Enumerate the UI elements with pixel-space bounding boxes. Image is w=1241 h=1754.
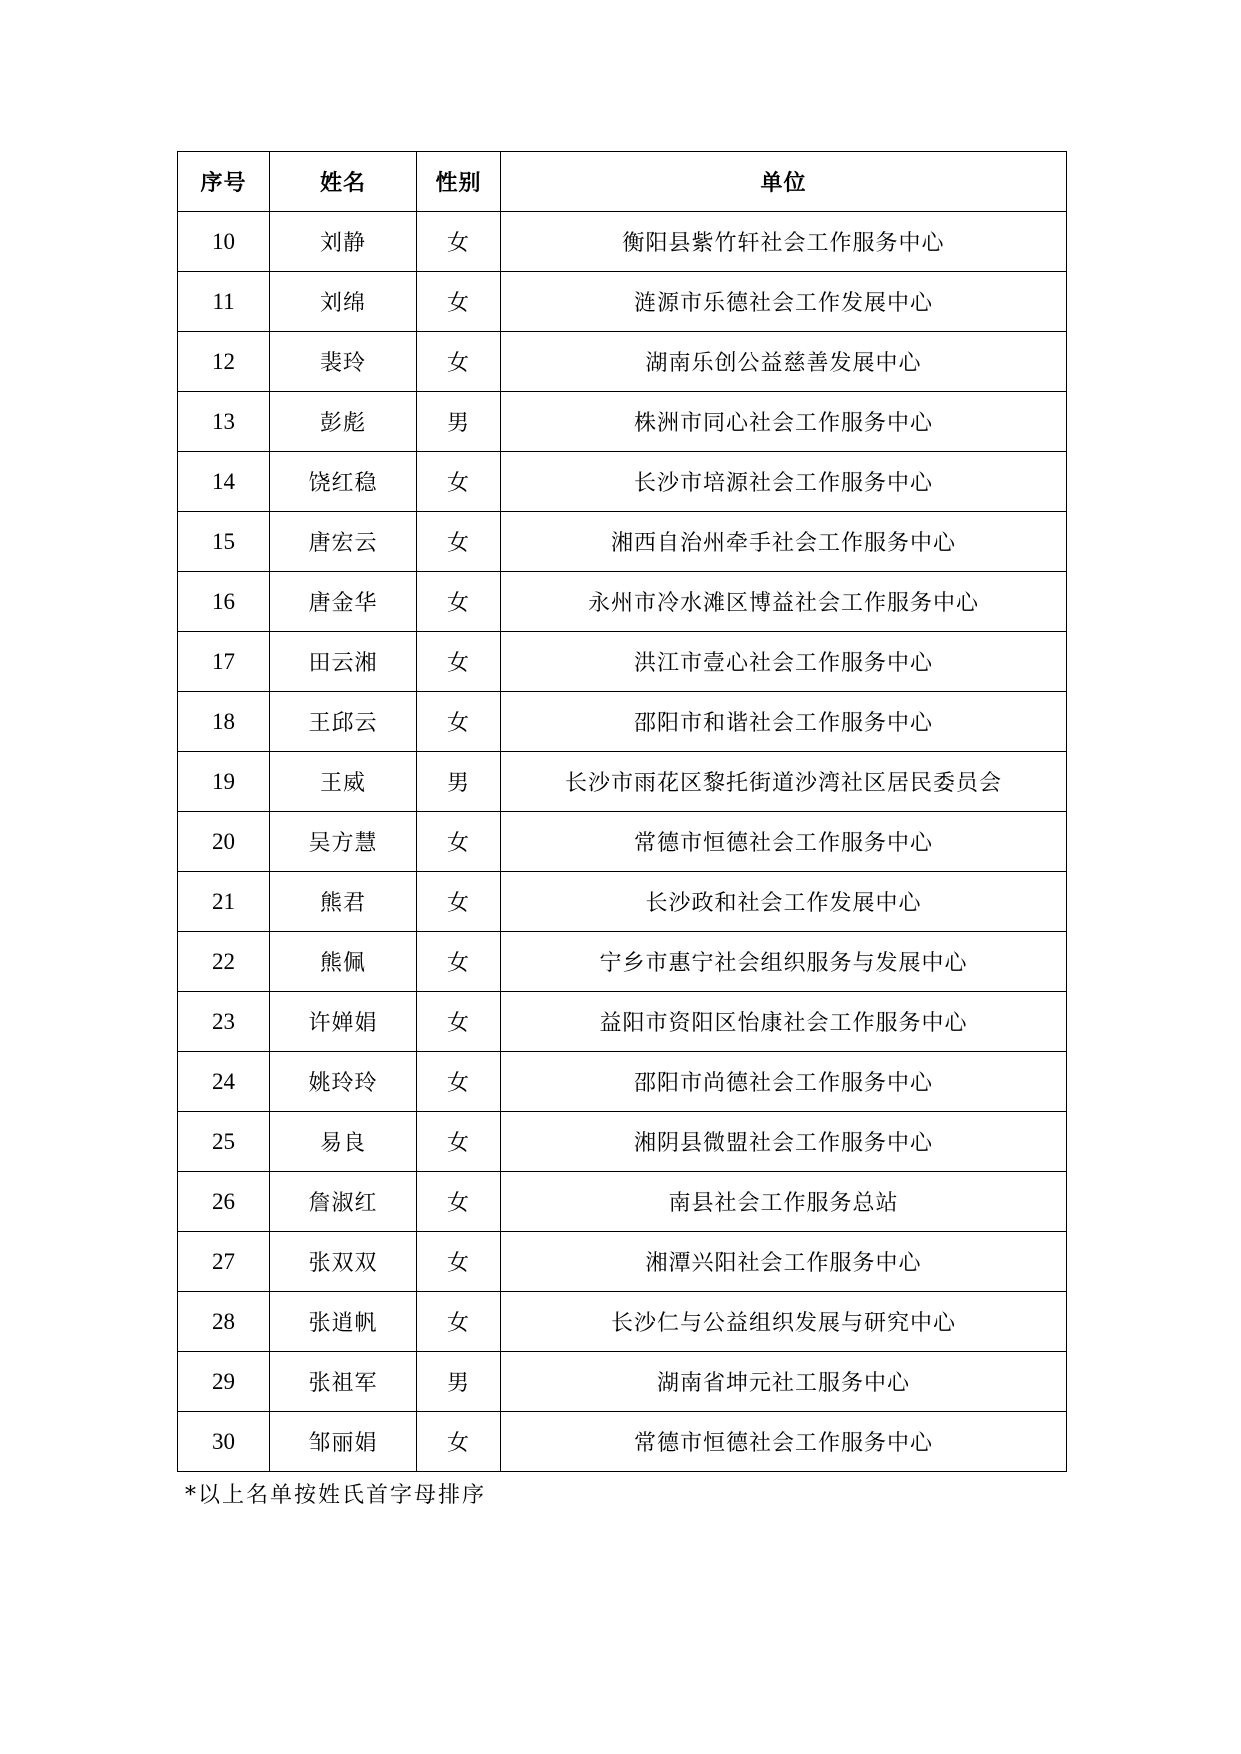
table-row xyxy=(178,752,1067,812)
cell-gender: 女 xyxy=(417,1052,501,1112)
cell-name: 饶红稳 xyxy=(270,452,417,512)
cell-no: 21 xyxy=(178,872,270,932)
table-row xyxy=(178,272,1067,332)
table-row xyxy=(178,1352,1067,1412)
cell-unit: 邵阳市和谐社会工作服务中心 xyxy=(501,692,1067,752)
cell-gender: 女 xyxy=(417,272,501,332)
cell-no: 18 xyxy=(178,692,270,752)
cell-unit: 长沙政和社会工作发展中心 xyxy=(501,872,1067,932)
cell-gender: 女 xyxy=(417,632,501,692)
cell-name: 吴方慧 xyxy=(270,812,417,872)
table-row xyxy=(178,512,1067,572)
table-header-row xyxy=(178,152,1067,212)
header-name: 姓名 xyxy=(270,152,417,212)
cell-no: 19 xyxy=(178,752,270,812)
table-row xyxy=(178,1172,1067,1232)
cell-name: 裴玲 xyxy=(270,332,417,392)
cell-name: 王威 xyxy=(270,752,417,812)
cell-unit: 洪江市壹心社会工作服务中心 xyxy=(501,632,1067,692)
table-row xyxy=(178,992,1067,1052)
table-row xyxy=(178,1232,1067,1292)
cell-unit: 长沙市雨花区黎托街道沙湾社区居民委员会 xyxy=(501,752,1067,812)
table-row xyxy=(178,932,1067,992)
table-row xyxy=(178,1292,1067,1352)
table-row xyxy=(178,1412,1067,1472)
cell-no: 12 xyxy=(178,332,270,392)
cell-no: 26 xyxy=(178,1172,270,1232)
cell-gender: 女 xyxy=(417,212,501,272)
cell-name: 田云湘 xyxy=(270,632,417,692)
footnote: *以上名单按姓氏首字母排序 xyxy=(185,1483,487,1508)
cell-no: 28 xyxy=(178,1292,270,1352)
cell-gender: 男 xyxy=(417,1352,501,1412)
cell-unit: 长沙市培源社会工作服务中心 xyxy=(501,452,1067,512)
cell-unit: 长沙仁与公益组织发展与研究中心 xyxy=(501,1292,1067,1352)
cell-unit: 邵阳市尚德社会工作服务中心 xyxy=(501,1052,1067,1112)
cell-no: 23 xyxy=(178,992,270,1052)
cell-gender: 女 xyxy=(417,1292,501,1352)
cell-unit: 涟源市乐德社会工作发展中心 xyxy=(501,272,1067,332)
cell-name: 易良 xyxy=(270,1112,417,1172)
cell-unit: 益阳市资阳区怡康社会工作服务中心 xyxy=(501,992,1067,1052)
cell-name: 张逍帆 xyxy=(270,1292,417,1352)
cell-unit: 湖南乐创公益慈善发展中心 xyxy=(501,332,1067,392)
cell-gender: 女 xyxy=(417,692,501,752)
cell-no: 27 xyxy=(178,1232,270,1292)
table-row xyxy=(178,812,1067,872)
table-row xyxy=(178,632,1067,692)
table-body xyxy=(178,212,1067,1472)
cell-gender: 女 xyxy=(417,1232,501,1292)
cell-name: 唐金华 xyxy=(270,572,417,632)
cell-no: 14 xyxy=(178,452,270,512)
cell-unit: 南县社会工作服务总站 xyxy=(501,1172,1067,1232)
cell-gender: 男 xyxy=(417,752,501,812)
cell-no: 20 xyxy=(178,812,270,872)
roster-table xyxy=(177,151,1067,1472)
cell-gender: 女 xyxy=(417,572,501,632)
table-row xyxy=(178,692,1067,752)
cell-no: 29 xyxy=(178,1352,270,1412)
cell-gender: 女 xyxy=(417,872,501,932)
cell-no: 30 xyxy=(178,1412,270,1472)
cell-no: 24 xyxy=(178,1052,270,1112)
table-row xyxy=(178,452,1067,512)
cell-gender: 女 xyxy=(417,1412,501,1472)
cell-unit: 衡阳县紫竹轩社会工作服务中心 xyxy=(501,212,1067,272)
cell-name: 刘静 xyxy=(270,212,417,272)
cell-gender: 女 xyxy=(417,1172,501,1232)
header-unit: 单位 xyxy=(501,152,1067,212)
cell-name: 姚玲玲 xyxy=(270,1052,417,1112)
cell-name: 张双双 xyxy=(270,1232,417,1292)
cell-gender: 女 xyxy=(417,992,501,1052)
cell-gender: 女 xyxy=(417,1112,501,1172)
header-no: 序号 xyxy=(178,152,270,212)
cell-name: 詹淑红 xyxy=(270,1172,417,1232)
cell-name: 邹丽娟 xyxy=(270,1412,417,1472)
cell-unit: 湘潭兴阳社会工作服务中心 xyxy=(501,1232,1067,1292)
cell-name: 唐宏云 xyxy=(270,512,417,572)
table-row xyxy=(178,212,1067,272)
table-row xyxy=(178,392,1067,452)
cell-unit: 常德市恒德社会工作服务中心 xyxy=(501,1412,1067,1472)
cell-gender: 女 xyxy=(417,812,501,872)
cell-gender: 女 xyxy=(417,932,501,992)
cell-name: 刘绵 xyxy=(270,272,417,332)
cell-no: 22 xyxy=(178,932,270,992)
table-row xyxy=(178,1052,1067,1112)
table-row xyxy=(178,872,1067,932)
cell-unit: 湖南省坤元社工服务中心 xyxy=(501,1352,1067,1412)
cell-unit: 永州市冷水滩区博益社会工作服务中心 xyxy=(501,572,1067,632)
table-row xyxy=(178,572,1067,632)
cell-gender: 女 xyxy=(417,512,501,572)
cell-unit: 株洲市同心社会工作服务中心 xyxy=(501,392,1067,452)
cell-gender: 女 xyxy=(417,452,501,512)
cell-no: 15 xyxy=(178,512,270,572)
cell-unit: 宁乡市惠宁社会组织服务与发展中心 xyxy=(501,932,1067,992)
cell-no: 13 xyxy=(178,392,270,452)
cell-name: 彭彪 xyxy=(270,392,417,452)
cell-no: 25 xyxy=(178,1112,270,1172)
cell-name: 熊佩 xyxy=(270,932,417,992)
cell-unit: 湘阴县微盟社会工作服务中心 xyxy=(501,1112,1067,1172)
cell-no: 17 xyxy=(178,632,270,692)
cell-name: 张祖军 xyxy=(270,1352,417,1412)
cell-unit: 常德市恒德社会工作服务中心 xyxy=(501,812,1067,872)
cell-gender: 男 xyxy=(417,392,501,452)
cell-name: 王邱云 xyxy=(270,692,417,752)
cell-unit: 湘西自治州牵手社会工作服务中心 xyxy=(501,512,1067,572)
cell-name: 熊君 xyxy=(270,872,417,932)
cell-gender: 女 xyxy=(417,332,501,392)
cell-no: 10 xyxy=(178,212,270,272)
table-row xyxy=(178,332,1067,392)
header-gender: 性别 xyxy=(417,152,501,212)
cell-no: 16 xyxy=(178,572,270,632)
table-row xyxy=(178,1112,1067,1172)
cell-name: 许婵娟 xyxy=(270,992,417,1052)
cell-no: 11 xyxy=(178,272,270,332)
